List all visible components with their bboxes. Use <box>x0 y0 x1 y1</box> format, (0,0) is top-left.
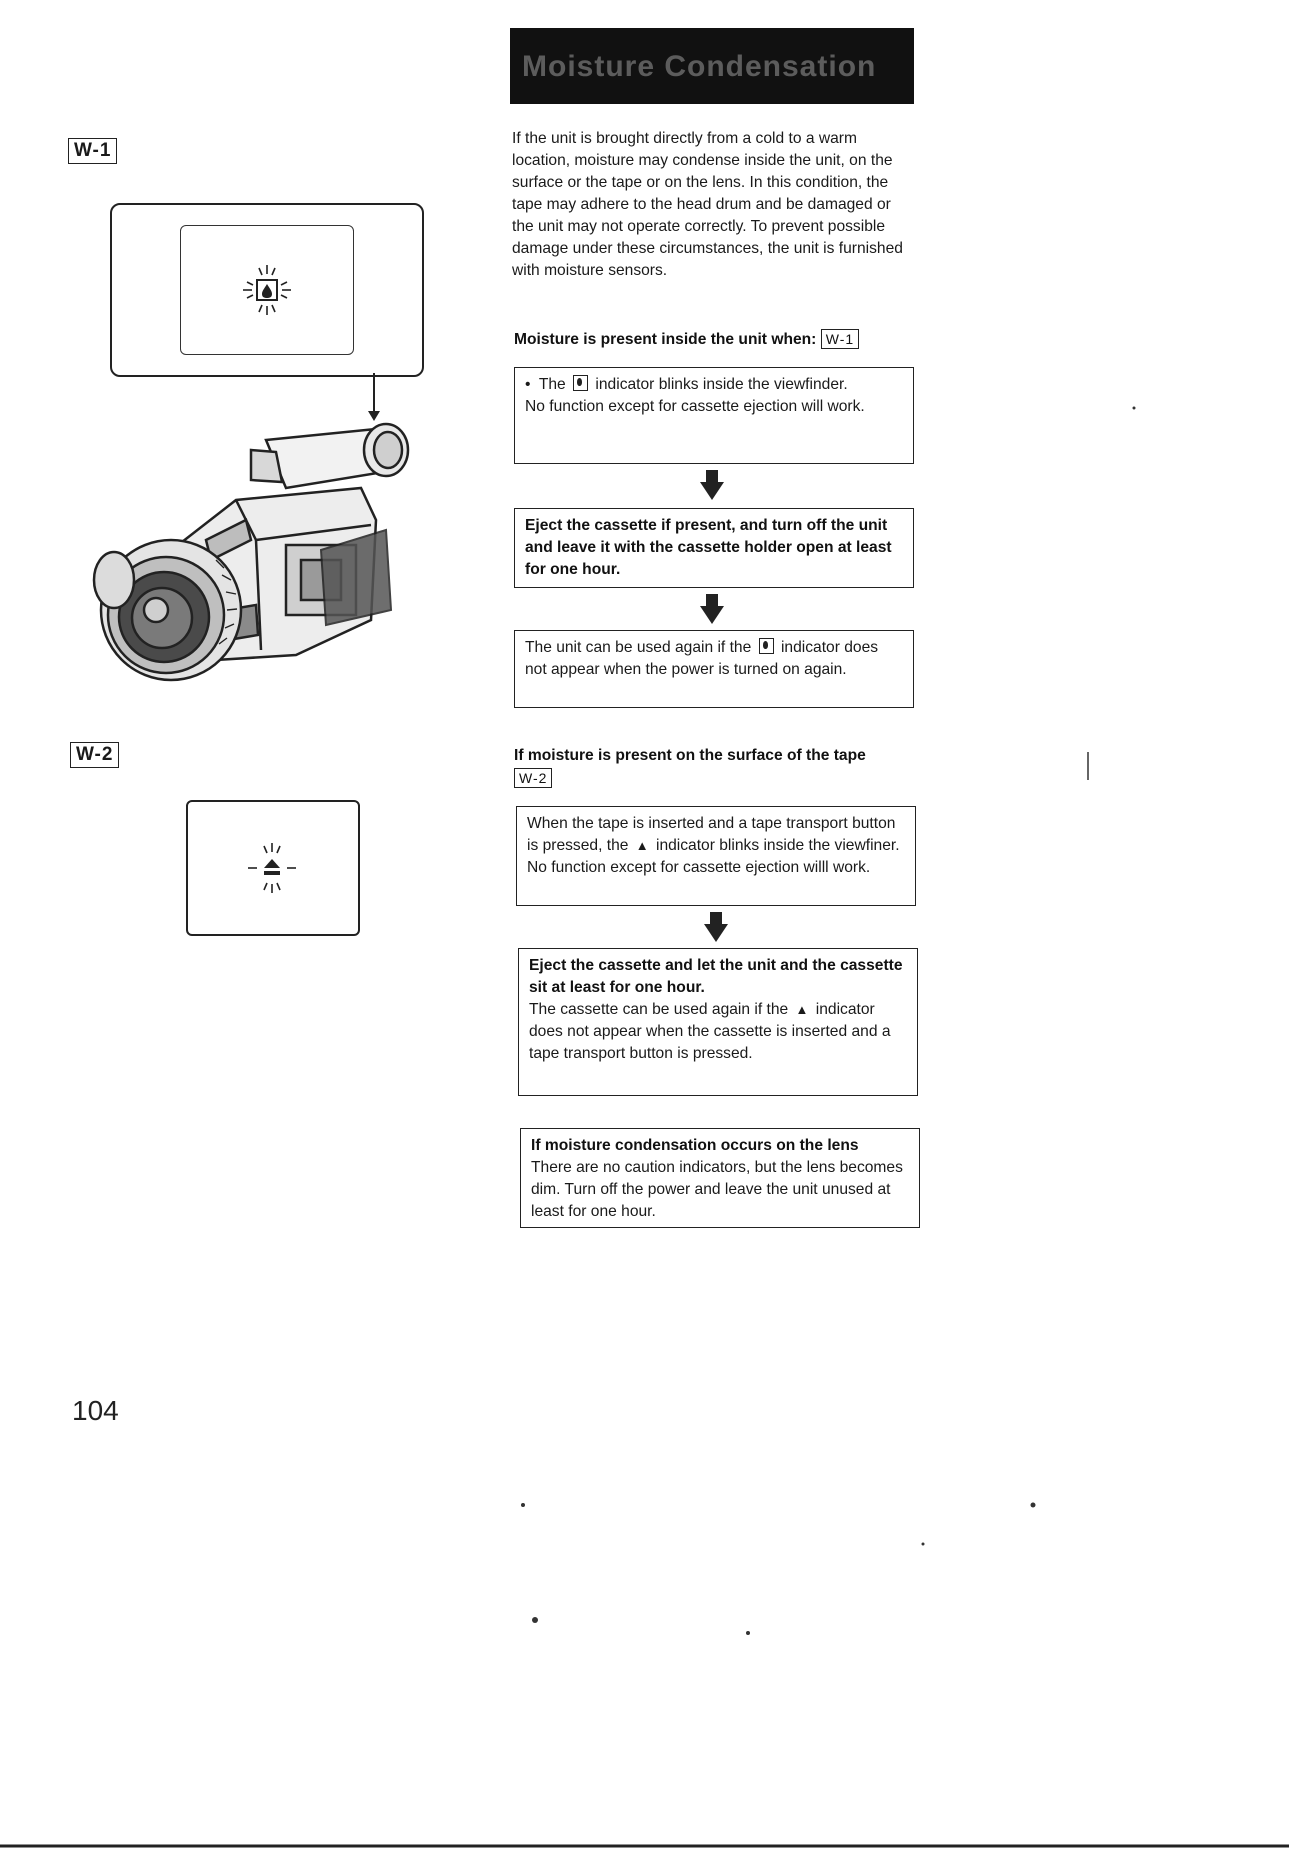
lens-text: There are no caution indicators, but the lens becomes dim. Turn off the power and leave the unit unused at least for one hour. <box>531 1159 903 1220</box>
bullet: • <box>525 376 531 393</box>
lens-heading: If moisture condensation occurs on the lens <box>531 1137 859 1154</box>
text: indicator blinks inside the viewfiner. No function except for cassette ejection willl work. <box>527 837 900 876</box>
no-function-line: No function except for cassette ejection will work. <box>525 398 865 415</box>
heading-text: If moisture is present on the surface of the tape <box>514 747 866 764</box>
figure-label-w1: W-1 <box>68 138 117 164</box>
text: The <box>538 376 566 393</box>
header-title: Moisture Condensation <box>522 50 877 83</box>
figure-label-w2: W-2 <box>70 742 119 768</box>
eject-glyph-icon: ▲ <box>795 1002 809 1017</box>
text: The cassette can be used again if the <box>529 1001 789 1018</box>
tape-action-bold: Eject the cassette and let the unit and the cassette sit at least for one hour. <box>529 957 903 996</box>
action-text: Eject the cassette if present, and turn off the unit and leave it with the cassette holder open at least for one hour. <box>525 517 892 578</box>
text: The unit can be used again if the <box>525 639 752 656</box>
text: indicator does not appear when the cassette is inserted and a tape transport button is pressed. <box>529 1001 891 1062</box>
figure-ref: W-1 <box>821 329 859 349</box>
intro-paragraph: If the unit is brought directly from a cold to a warm location, moisture may condense inside the unit, on the surface or the tape or on the lens. In this condition, the tape may adhere to the head drum and be damaged or the unit may not operate correctly. To prevent possible damage under these circumstances, the unit is furnished with moisture sensors. <box>512 130 903 279</box>
text: indicator does not appear when the power is turned on again. <box>525 639 879 678</box>
figure-ref: W-2 <box>514 768 552 788</box>
eject-glyph-icon: ▲ <box>635 838 649 853</box>
page-number: 104 <box>72 1395 119 1426</box>
text: When the tape is inserted and a tape transport button is pressed, the <box>527 815 896 854</box>
text: indicator blinks inside the viewfinder. <box>595 376 848 393</box>
heading-text: Moisture is present inside the unit when: <box>514 331 817 348</box>
